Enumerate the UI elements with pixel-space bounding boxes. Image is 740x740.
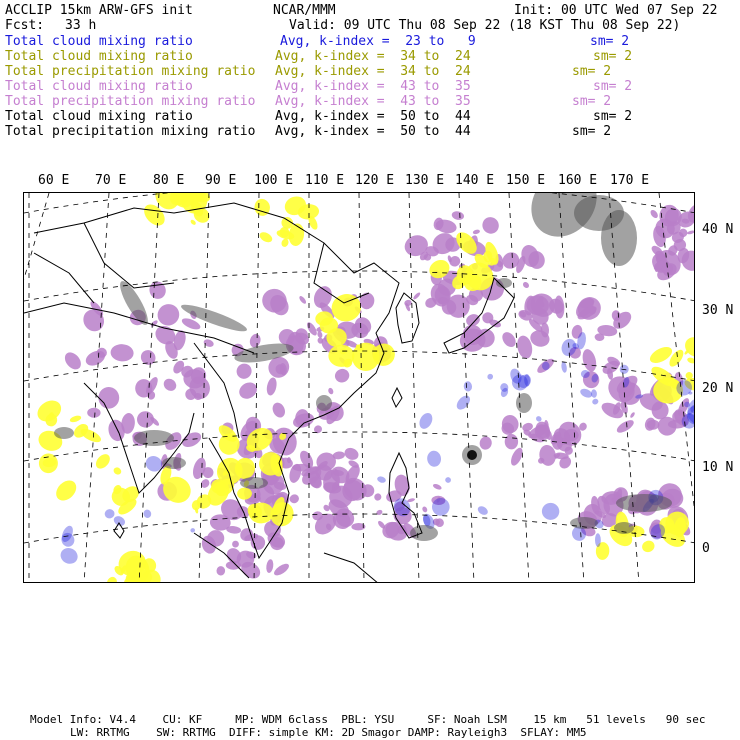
low-cloud-patch (454, 393, 472, 412)
legend-row (5, 64, 705, 79)
high-cloud-patch (138, 347, 159, 368)
high-cloud-patch (652, 401, 669, 419)
model-info-line2: LW: RRTMG SW: RRTMG DIFF: simple KM: 2D Smagor DAMP: Rayleigh3 SFLAY: MM5 (70, 726, 587, 739)
legend-smoothing: sm= 2 (590, 34, 630, 49)
high-cloud-patch (203, 338, 215, 348)
latitude-label: 0 (702, 541, 710, 556)
product-title: ACCLIP 15km ARW-GFS init (5, 3, 193, 18)
high-cloud-patch (180, 316, 202, 331)
high-cloud-patch (236, 379, 260, 402)
parallel-line (24, 432, 695, 461)
low-cloud-patch (104, 508, 115, 519)
latitude-label: 10 N (702, 460, 734, 475)
valid-time: Valid: 09 UTC Thu 08 Sep 22 (18 KST Thu 08 Sep 22) (289, 18, 681, 33)
low-cloud-patch (476, 504, 489, 516)
longitude-label: 170 E (610, 173, 650, 188)
legend-smoothing: sm= 2 (593, 49, 633, 64)
convective-core (316, 395, 332, 411)
high-cloud-patch (87, 408, 101, 418)
legend-row (5, 49, 705, 64)
legend-field-name: Total precipitation mixing ratio (5, 94, 256, 109)
legend-field-name: Total cloud mixing ratio (5, 109, 193, 124)
longitude-label: 90 E (205, 173, 237, 188)
convective-core (179, 300, 249, 335)
high-cloud-patch (199, 477, 211, 489)
longitude-label: 70 E (95, 173, 127, 188)
low-cloud-patch (59, 531, 76, 549)
coastline (324, 553, 379, 583)
low-cloud-patch (142, 509, 152, 519)
mid-cloud-patch (686, 357, 695, 365)
longitude-label: 100 E (254, 173, 294, 188)
convective-core (616, 494, 672, 512)
legend-field-name: Total precipitation mixing ratio (5, 124, 256, 139)
low-cloud-patch (535, 415, 543, 423)
legend-level-range: Avg, k-index = 43 to 35 (275, 94, 471, 109)
map-canvas (24, 193, 695, 583)
high-cloud-patch (421, 506, 428, 513)
high-cloud-patch (629, 411, 635, 418)
high-cloud-patch (552, 435, 563, 450)
coastline (84, 223, 174, 288)
legend-smoothing: sm= 2 (593, 79, 633, 94)
high-cloud-patch (373, 492, 383, 502)
legend-smoothing: sm= 2 (593, 109, 633, 124)
mid-cloud-patch (112, 466, 122, 476)
legend-row (5, 94, 705, 109)
low-cloud-patch (541, 502, 561, 522)
longitude-label: 110 E (305, 173, 345, 188)
legend-row (5, 109, 705, 124)
convective-core (601, 210, 637, 266)
high-cloud-patch (505, 434, 519, 450)
longitude-label: 130 E (405, 173, 445, 188)
legend-row (5, 124, 705, 139)
coastline (34, 253, 94, 303)
low-cloud-patch (561, 361, 568, 373)
high-cloud-patch (472, 229, 480, 235)
low-cloud-patch (463, 381, 472, 392)
legend-level-range: Avg, k-index = 43 to 35 (275, 79, 471, 94)
high-cloud-patch (432, 483, 442, 491)
high-cloud-patch (216, 566, 225, 576)
low-cloud-patch (376, 475, 386, 483)
mid-cloud-patch (190, 219, 197, 226)
low-cloud-patch (444, 476, 452, 484)
convective-core (54, 427, 74, 439)
high-cloud-patch (478, 435, 493, 451)
high-cloud-patch (479, 214, 502, 237)
high-cloud-patch (580, 348, 598, 373)
forecast-label: Fcst: (5, 18, 45, 33)
high-cloud-patch (644, 417, 657, 432)
convective-core (516, 393, 532, 413)
high-cloud-patch (62, 349, 84, 372)
mid-cloud-patch (52, 476, 80, 504)
high-cloud-patch (161, 376, 178, 393)
high-cloud-patch (412, 291, 421, 300)
high-cloud-patch (270, 401, 287, 420)
center-label: NCAR/MMM (273, 3, 336, 18)
legend-level-range: Avg, k-index = 34 to 24 (275, 49, 471, 64)
high-cloud-patch (234, 361, 255, 382)
legend-field-name: Total precipitation mixing ratio (5, 64, 256, 79)
mid-cloud-patch (258, 230, 274, 244)
low-cloud-patch (591, 398, 599, 406)
high-cloud-patch (298, 295, 307, 305)
convective-core (134, 430, 174, 446)
high-cloud-patch (291, 411, 316, 430)
latitude-label: 40 N (702, 222, 734, 237)
longitude-label: 80 E (153, 173, 185, 188)
init-time: Init: 00 UTC Wed 07 Sep 22 (514, 3, 718, 18)
mid-cloud-patch (681, 333, 695, 360)
high-cloud-patch (500, 330, 519, 350)
latitude-label: 20 N (702, 381, 734, 396)
high-cloud-patch (687, 230, 695, 235)
coastline (392, 388, 402, 407)
low-cloud-patch (595, 533, 601, 547)
mid-cloud-patch (93, 451, 112, 471)
forecast-hour: 33 h (65, 18, 97, 33)
high-cloud-patch (327, 387, 334, 395)
high-cloud-patch (615, 418, 636, 435)
legend-row (5, 34, 705, 49)
longitude-label: 140 E (455, 173, 495, 188)
high-cloud-patch (98, 387, 119, 409)
high-cloud-patch (154, 300, 184, 330)
low-cloud-patch (190, 528, 195, 533)
high-cloud-patch (272, 562, 291, 578)
high-cloud-patch (110, 343, 134, 362)
mid-cloud-patch (105, 575, 119, 583)
map-panel (23, 192, 695, 583)
longitude-label: 120 E (355, 173, 395, 188)
high-cloud-patch (451, 210, 465, 221)
low-level-cloud-layer (58, 331, 695, 566)
longitude-label: 150 E (506, 173, 546, 188)
high-cloud-patch (288, 493, 300, 505)
latitude-label: 30 N (702, 303, 734, 318)
legend-smoothing: sm= 2 (572, 124, 612, 139)
low-cloud-patch (112, 514, 127, 528)
low-cloud-patch (426, 450, 441, 467)
legend-level-range: Avg, k-index = 50 to 44 (275, 124, 471, 139)
high-cloud-patch (333, 367, 351, 384)
high-cloud-patch (265, 559, 274, 574)
high-cloud-patch (313, 424, 324, 435)
high-cloud-patch (376, 509, 384, 516)
model-info-line1: Model Info: V4.4 CU: KF MP: WDM 6class PBL: YSU SF: Noah LSM 15 km 51 levels 90 sec (30, 713, 706, 726)
legend-level-range: Avg, k-index = 23 to 9 (280, 34, 476, 49)
high-cloud-patch (522, 281, 530, 289)
longitude-label: 60 E (38, 173, 70, 188)
typhoon-eye (467, 450, 477, 460)
legend-field-name: Total cloud mixing ratio (5, 49, 193, 64)
mid-cloud-patch (640, 539, 656, 554)
high-cloud-patch (265, 377, 278, 397)
low-cloud-patch (579, 387, 594, 399)
low-cloud-patch (486, 373, 494, 381)
low-cloud-patch (417, 411, 435, 431)
high-cloud-patch (147, 279, 168, 301)
mid-cloud-patch (253, 198, 271, 218)
high-cloud-patch (649, 209, 659, 220)
low-cloud-patch (58, 545, 80, 566)
legend-level-range: Avg, k-index = 50 to 44 (275, 109, 471, 124)
mid-cloud-patch (69, 414, 82, 423)
high-cloud-patch (231, 539, 241, 549)
legend-row (5, 79, 705, 94)
low-cloud-patch (143, 453, 165, 474)
legend-level-range: Avg, k-index = 34 to 24 (275, 64, 471, 79)
legend-smoothing: sm= 2 (572, 64, 612, 79)
legend-smoothing: sm= 2 (572, 94, 612, 109)
high-cloud-patch (343, 446, 361, 462)
convective-core (410, 525, 438, 541)
convective-core (240, 477, 268, 489)
legend-field-name: Total cloud mixing ratio (5, 79, 193, 94)
longitude-label: 160 E (558, 173, 598, 188)
legend-field-name: Total cloud mixing ratio (5, 34, 193, 49)
high-cloud-patch (317, 331, 324, 339)
